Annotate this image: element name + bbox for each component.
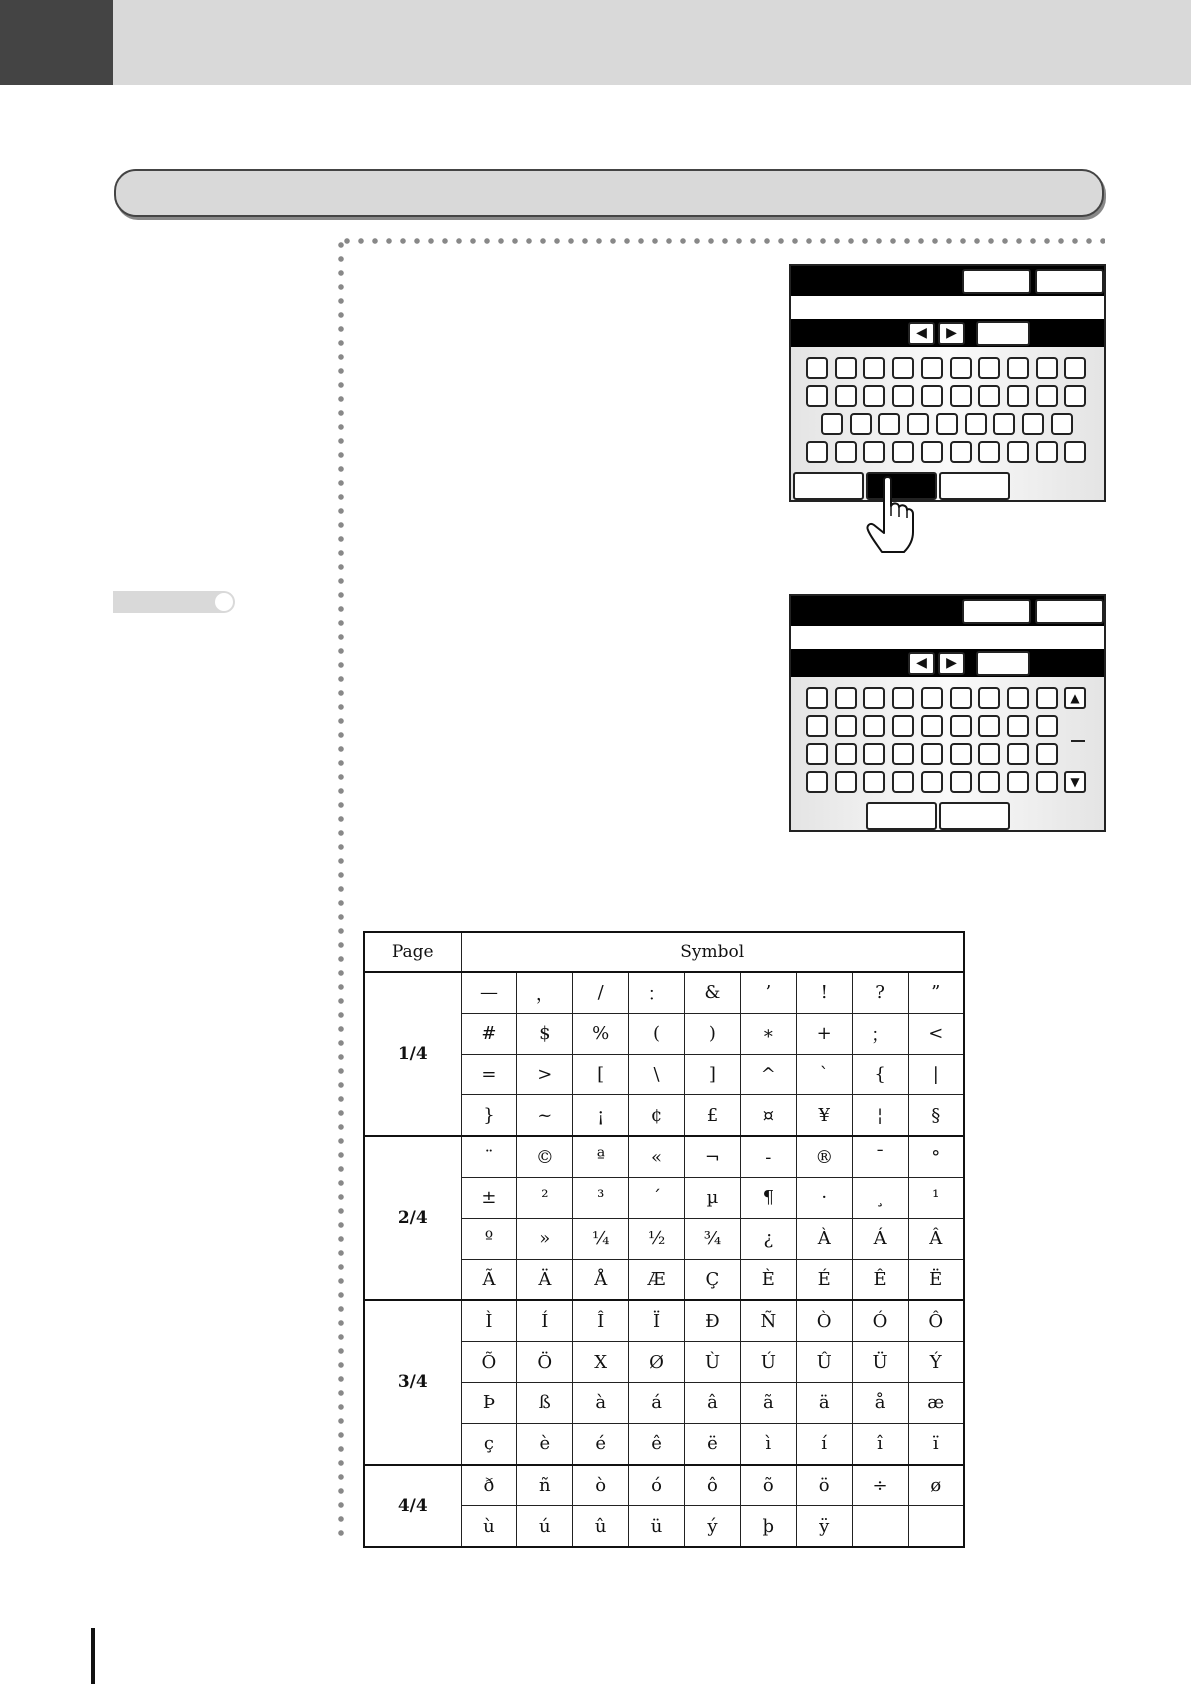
keyboard-key[interactable] bbox=[878, 413, 900, 435]
symbol-cell: ¿ bbox=[740, 1218, 796, 1259]
symbol-cell: Þ bbox=[461, 1382, 517, 1423]
symbol-cell: Æ bbox=[629, 1259, 685, 1300]
symbol-cell: Õ bbox=[461, 1342, 517, 1383]
section-title-bar bbox=[114, 169, 1104, 217]
keyboard-key[interactable] bbox=[978, 771, 1000, 793]
symbol-cell: ÿ bbox=[796, 1506, 852, 1547]
dotted-divider-horizontal bbox=[340, 238, 1105, 244]
symbol-cell: Ó bbox=[852, 1300, 908, 1341]
text-input-field[interactable] bbox=[791, 296, 1104, 319]
symbol-cell: » bbox=[517, 1218, 573, 1259]
symbol-cell: Ý bbox=[908, 1342, 964, 1383]
symbol-cell: - bbox=[740, 1136, 796, 1177]
symbol-cell: ß bbox=[517, 1382, 573, 1423]
keyboard-key[interactable] bbox=[907, 413, 929, 435]
symbol-cell: Ö bbox=[517, 1342, 573, 1383]
symbol-cell: Ò bbox=[796, 1300, 852, 1341]
symbol-cell: < bbox=[908, 1013, 964, 1054]
table-row bbox=[364, 1136, 964, 1177]
symbol-cell: « bbox=[629, 1136, 685, 1177]
keyboard-key[interactable] bbox=[892, 771, 914, 793]
symbol-cell: ø bbox=[908, 1465, 964, 1506]
keyboard-key[interactable] bbox=[863, 357, 885, 379]
backspace-button[interactable] bbox=[976, 321, 1030, 346]
cancel-button[interactable] bbox=[1035, 269, 1104, 294]
keyboard-key[interactable] bbox=[1007, 441, 1029, 463]
keyboard-key[interactable] bbox=[892, 743, 914, 765]
symbol-cell: ` bbox=[796, 1054, 852, 1095]
keyboard-key[interactable] bbox=[892, 357, 914, 379]
scroll-down-icon[interactable]: ▼ bbox=[1064, 771, 1086, 793]
screen-title-bar bbox=[791, 266, 1104, 296]
symbol-cell: Ø bbox=[629, 1342, 685, 1383]
page-cell: 3/4 bbox=[364, 1300, 461, 1464]
text-input-field[interactable] bbox=[791, 626, 1104, 649]
right-arrow-icon[interactable]: ▶ bbox=[938, 652, 965, 675]
keyboard-key[interactable] bbox=[1051, 413, 1073, 435]
symbol-cell: æ bbox=[908, 1382, 964, 1423]
keyboard-key[interactable] bbox=[921, 441, 943, 463]
page-margin-bar bbox=[91, 1628, 95, 1684]
table-row bbox=[364, 1465, 964, 1506]
page-indicator bbox=[1071, 740, 1085, 742]
symbol-cell: \ bbox=[629, 1054, 685, 1095]
symbol-cell: ö bbox=[796, 1465, 852, 1506]
symbol-cell: ù bbox=[461, 1506, 517, 1547]
note-label bbox=[113, 591, 235, 613]
symbol-cell: Á bbox=[852, 1218, 908, 1259]
header-bar bbox=[0, 0, 1191, 85]
symbol-cell: # bbox=[461, 1013, 517, 1054]
symbol-cell: ¾ bbox=[685, 1218, 741, 1259]
symbol-cell: ¶ bbox=[740, 1177, 796, 1218]
keyboard-key[interactable] bbox=[1022, 413, 1044, 435]
keyboard-key[interactable] bbox=[835, 385, 857, 407]
symbol-cell: ñ bbox=[517, 1465, 573, 1506]
keyboard-key[interactable] bbox=[921, 771, 943, 793]
symbol-cell: ¦ bbox=[852, 1095, 908, 1136]
symbol-cell: X bbox=[573, 1342, 629, 1383]
symbol-cell: û bbox=[573, 1506, 629, 1547]
ok-button[interactable] bbox=[962, 269, 1031, 294]
page-cell: 1/4 bbox=[364, 972, 461, 1136]
symbol-cell: ì bbox=[740, 1423, 796, 1464]
keyboard-key[interactable] bbox=[1007, 357, 1029, 379]
symbol-cell: à bbox=[573, 1382, 629, 1423]
symbol-cell: µ bbox=[685, 1177, 741, 1218]
scroll-up-icon[interactable]: ▲ bbox=[1064, 687, 1086, 709]
keyboard-key[interactable] bbox=[921, 715, 943, 737]
symbol-cell: = bbox=[461, 1054, 517, 1095]
screen-title-bar bbox=[791, 596, 1104, 626]
symbol-cell: ú bbox=[517, 1506, 573, 1547]
symbol-cell: ¢ bbox=[629, 1095, 685, 1136]
symbol-cell: ô bbox=[685, 1465, 741, 1506]
table-row bbox=[364, 1300, 964, 1341]
keyboard-key[interactable] bbox=[1036, 743, 1058, 765]
symbol-cell: þ bbox=[740, 1506, 796, 1547]
pointing-hand-icon bbox=[866, 476, 914, 554]
symbol-cell: ï bbox=[908, 1423, 964, 1464]
keyboard-key[interactable] bbox=[978, 357, 1000, 379]
keyboard-key[interactable] bbox=[950, 357, 972, 379]
symbol-cell: £ bbox=[685, 1095, 741, 1136]
symbol-cell: ¹ bbox=[908, 1177, 964, 1218]
symbol-cell: · bbox=[796, 1177, 852, 1218]
symbol-cell: ± bbox=[461, 1177, 517, 1218]
symbol-cell: ； bbox=[852, 1013, 908, 1054]
symbol-cell: î bbox=[852, 1423, 908, 1464]
symbol-cell: & bbox=[685, 972, 741, 1013]
symbol-cell: Í bbox=[517, 1300, 573, 1341]
keyboard-key[interactable] bbox=[806, 771, 828, 793]
keyboard-key[interactable] bbox=[921, 687, 943, 709]
keyboard-key[interactable] bbox=[1064, 441, 1086, 463]
keyboard-key[interactable] bbox=[1007, 715, 1029, 737]
symbol-cell: Ã bbox=[461, 1259, 517, 1300]
cursor-bar bbox=[791, 649, 1104, 677]
keyboard-key[interactable] bbox=[835, 687, 857, 709]
keyboard-key[interactable] bbox=[806, 441, 828, 463]
keyboard-key[interactable] bbox=[806, 385, 828, 407]
symbol-cell: å bbox=[852, 1382, 908, 1423]
keyboard-key[interactable] bbox=[950, 385, 972, 407]
symbol-cell: ( bbox=[629, 1013, 685, 1054]
symbol-cell: $ bbox=[517, 1013, 573, 1054]
symbol-cell: Ü bbox=[852, 1342, 908, 1383]
symbol-cell: ¬ bbox=[685, 1136, 741, 1177]
keyboard-key[interactable] bbox=[863, 715, 885, 737]
symbol-cell: Û bbox=[796, 1342, 852, 1383]
symbol-cell: º bbox=[461, 1218, 517, 1259]
symbol-screen bbox=[789, 594, 1106, 832]
symbol-cell: © bbox=[517, 1136, 573, 1177]
keyboard-key[interactable] bbox=[1036, 385, 1058, 407]
keyboard-key[interactable] bbox=[921, 743, 943, 765]
cursor-bar bbox=[791, 319, 1104, 347]
symbol-cell: Å bbox=[573, 1259, 629, 1300]
keyboard-key[interactable] bbox=[863, 771, 885, 793]
symbol-cell: È bbox=[740, 1259, 796, 1300]
keyboard-key[interactable] bbox=[1007, 771, 1029, 793]
keyboard-key[interactable] bbox=[892, 687, 914, 709]
keyboard-key[interactable] bbox=[806, 357, 828, 379]
symbol-cell: ½ bbox=[629, 1218, 685, 1259]
symbol-cell: § bbox=[908, 1095, 964, 1136]
symbol-cell: ” bbox=[908, 972, 964, 1013]
symbol-cell: á bbox=[629, 1382, 685, 1423]
symbol-cell: ¤ bbox=[740, 1095, 796, 1136]
chapter-tab bbox=[0, 0, 113, 85]
keyboard-key[interactable] bbox=[1064, 385, 1086, 407]
right-arrow-icon[interactable]: ▶ bbox=[938, 322, 965, 345]
symbol-cell: ’ bbox=[740, 972, 796, 1013]
symbol-cell: Ê bbox=[852, 1259, 908, 1300]
symbol-cell: ] bbox=[685, 1054, 741, 1095]
space-button[interactable] bbox=[939, 802, 1010, 830]
page-cell: 4/4 bbox=[364, 1465, 461, 1548]
keyboard-key[interactable] bbox=[921, 357, 943, 379]
keyboard-key[interactable] bbox=[950, 687, 972, 709]
space-button[interactable] bbox=[939, 472, 1010, 500]
symbol-cell: ) bbox=[685, 1013, 741, 1054]
symbol-cell: è bbox=[517, 1423, 573, 1464]
symbol-cell: / bbox=[573, 972, 629, 1013]
symbol-cell: â bbox=[685, 1382, 741, 1423]
keyboard-key[interactable] bbox=[1007, 687, 1029, 709]
cancel-button[interactable] bbox=[1035, 599, 1104, 624]
symbol-cell: À bbox=[796, 1218, 852, 1259]
symbol-cell: Ï bbox=[629, 1300, 685, 1341]
keyboard-key[interactable] bbox=[835, 715, 857, 737]
symbol-cell bbox=[908, 1506, 964, 1547]
symbol-cell: Ë bbox=[908, 1259, 964, 1300]
symbol-cell: ÷ bbox=[852, 1465, 908, 1506]
keyboard-key[interactable] bbox=[1036, 771, 1058, 793]
page-cell: 2/4 bbox=[364, 1136, 461, 1300]
keyboard-key[interactable] bbox=[806, 743, 828, 765]
page-column-header: Page bbox=[364, 932, 461, 972]
keyboard-key[interactable] bbox=[950, 715, 972, 737]
symbol-cell: ó bbox=[629, 1465, 685, 1506]
symbol-cell: Ä bbox=[517, 1259, 573, 1300]
keyboard-key[interactable] bbox=[863, 441, 885, 463]
symbol-cell: ® bbox=[796, 1136, 852, 1177]
keyboard-key[interactable] bbox=[1007, 385, 1029, 407]
symbol-cell: ， bbox=[517, 972, 573, 1013]
symbol-cell: ° bbox=[908, 1136, 964, 1177]
caps-button[interactable] bbox=[793, 472, 864, 500]
backspace-button[interactable] bbox=[976, 651, 1030, 676]
ok-button[interactable] bbox=[962, 599, 1031, 624]
keyboard-key[interactable] bbox=[892, 385, 914, 407]
keyboard-key[interactable] bbox=[835, 441, 857, 463]
keyboard-key[interactable] bbox=[1036, 687, 1058, 709]
symbol-cell: > bbox=[517, 1054, 573, 1095]
keyboard-key[interactable] bbox=[978, 687, 1000, 709]
keyboard-key[interactable] bbox=[835, 771, 857, 793]
symbol-cell: ³ bbox=[573, 1177, 629, 1218]
symbol-cell: } bbox=[461, 1095, 517, 1136]
keyboard-key[interactable] bbox=[978, 743, 1000, 765]
symbol-cell: ê bbox=[629, 1423, 685, 1464]
symbol-cell: ¨ bbox=[461, 1136, 517, 1177]
keyboard-key[interactable] bbox=[993, 413, 1015, 435]
symbol-cell: ¼ bbox=[573, 1218, 629, 1259]
table-row bbox=[364, 972, 964, 1013]
symbol-cell: Î bbox=[573, 1300, 629, 1341]
keyboard-key[interactable] bbox=[1036, 441, 1058, 463]
left-arrow-icon[interactable]: ◀ bbox=[908, 652, 935, 675]
keyboard-key[interactable] bbox=[1036, 715, 1058, 737]
symbol-cell: [ bbox=[573, 1054, 629, 1095]
note-label-knob bbox=[215, 593, 233, 611]
symbol-cell: ! bbox=[796, 972, 852, 1013]
keyboard-key[interactable] bbox=[978, 441, 1000, 463]
keyboard-key[interactable] bbox=[835, 743, 857, 765]
symbol-cell: É bbox=[796, 1259, 852, 1300]
symbol-cell: Ç bbox=[685, 1259, 741, 1300]
keyboard-key[interactable] bbox=[965, 413, 987, 435]
symbol-cell: ¸ bbox=[852, 1177, 908, 1218]
keyboard-key[interactable] bbox=[835, 357, 857, 379]
symbol-cell: ç bbox=[461, 1423, 517, 1464]
symbol-cell: ? bbox=[852, 972, 908, 1013]
keyboard-key[interactable] bbox=[806, 687, 828, 709]
keyboard-key[interactable] bbox=[950, 441, 972, 463]
symbol-cell: { bbox=[852, 1054, 908, 1095]
symbol-cell: ¯ bbox=[852, 1136, 908, 1177]
keyboard-key[interactable] bbox=[1036, 357, 1058, 379]
keyboard-key[interactable] bbox=[950, 743, 972, 765]
keyboard-key[interactable] bbox=[921, 385, 943, 407]
symbol-cell: Ñ bbox=[740, 1300, 796, 1341]
keyboard-key[interactable] bbox=[1007, 743, 1029, 765]
symbol-cell: Ú bbox=[740, 1342, 796, 1383]
keyboard-key[interactable] bbox=[863, 743, 885, 765]
symbol-cell: ~ bbox=[517, 1095, 573, 1136]
symbol-cell: ： bbox=[629, 972, 685, 1013]
symbol-cell bbox=[852, 1506, 908, 1547]
keyboard-key[interactable] bbox=[863, 687, 885, 709]
keyboard-key[interactable] bbox=[978, 385, 1000, 407]
symbol-cell: Ù bbox=[685, 1342, 741, 1383]
symbol-cell: ´ bbox=[629, 1177, 685, 1218]
symbol-cell: — bbox=[461, 972, 517, 1013]
keyboard-key[interactable] bbox=[892, 441, 914, 463]
keyboard-key[interactable] bbox=[821, 413, 843, 435]
symbol-cell: é bbox=[573, 1423, 629, 1464]
symbol-cell: ² bbox=[517, 1177, 573, 1218]
symbol-cell: Ì bbox=[461, 1300, 517, 1341]
left-arrow-icon[interactable]: ◀ bbox=[908, 322, 935, 345]
keyboard-key[interactable] bbox=[850, 413, 872, 435]
symbol-cell: | bbox=[908, 1054, 964, 1095]
keyboard-key[interactable] bbox=[806, 715, 828, 737]
symbol-cell: Â bbox=[908, 1218, 964, 1259]
symbol-cell: Ô bbox=[908, 1300, 964, 1341]
keyboard-key[interactable] bbox=[863, 385, 885, 407]
symbol-cell: ã bbox=[740, 1382, 796, 1423]
symbol-cell: õ bbox=[740, 1465, 796, 1506]
symbol-cell: ý bbox=[685, 1506, 741, 1547]
keyboard-key[interactable] bbox=[978, 715, 1000, 737]
keyboard-key[interactable] bbox=[892, 715, 914, 737]
symbol-cell: ¡ bbox=[573, 1095, 629, 1136]
back-button[interactable] bbox=[866, 802, 937, 830]
keyboard-key[interactable] bbox=[1064, 357, 1086, 379]
dotted-divider-vertical bbox=[338, 238, 344, 1538]
keyboard-screen bbox=[789, 264, 1106, 502]
symbol-cell: ë bbox=[685, 1423, 741, 1464]
keyboard-key[interactable] bbox=[936, 413, 958, 435]
symbol-cell: ä bbox=[796, 1382, 852, 1423]
symbol-cell: ð bbox=[461, 1465, 517, 1506]
symbol-column-header: Symbol bbox=[461, 932, 964, 972]
symbol-cell: ü bbox=[629, 1506, 685, 1547]
symbol-cell: ^ bbox=[740, 1054, 796, 1095]
keyboard-key[interactable] bbox=[950, 771, 972, 793]
symbol-cell: ò bbox=[573, 1465, 629, 1506]
symbol-cell: % bbox=[573, 1013, 629, 1054]
symbol-cell: ∗ bbox=[740, 1013, 796, 1054]
symbol-cell: + bbox=[796, 1013, 852, 1054]
symbol-cell: Ð bbox=[685, 1300, 741, 1341]
symbol-cell: ª bbox=[573, 1136, 629, 1177]
table-header-row bbox=[364, 932, 964, 972]
symbol-cell: í bbox=[796, 1423, 852, 1464]
symbol-cell: ¥ bbox=[796, 1095, 852, 1136]
symbol-table bbox=[363, 931, 965, 1548]
